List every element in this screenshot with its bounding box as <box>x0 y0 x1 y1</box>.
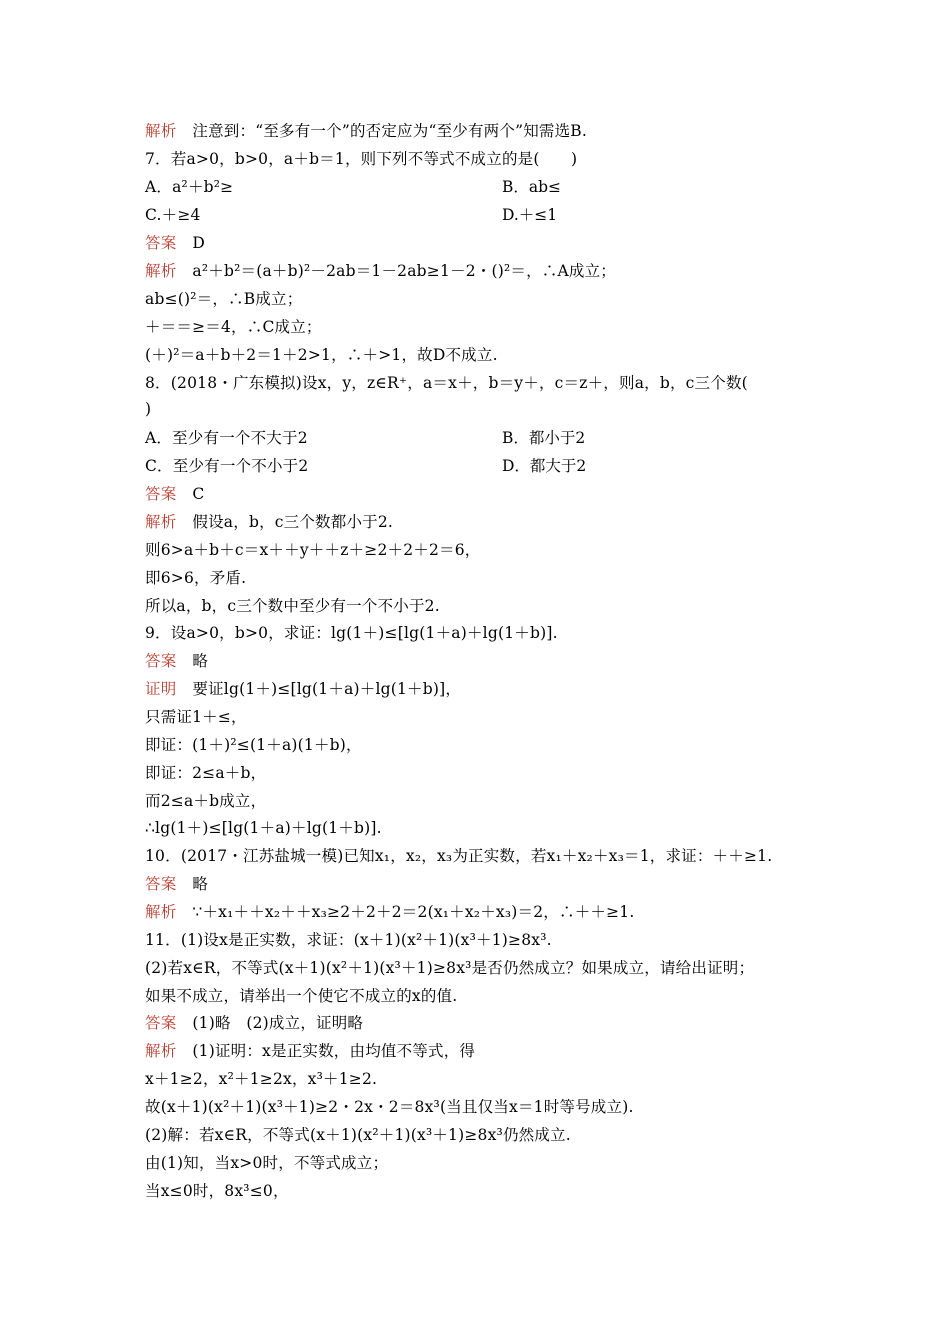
line-text: ) <box>145 400 152 418</box>
text-line <box>145 818 382 838</box>
line-text: 当x≤0时，8x³≤0， <box>145 1182 289 1200</box>
text-line <box>145 317 322 337</box>
line-text: 假设a，b，c三个数都小于2. <box>192 513 394 531</box>
text-line <box>145 540 481 560</box>
line-text: 如果不成立，请举出一个使它不成立的x的值. <box>145 987 458 1005</box>
answer-line <box>145 484 204 504</box>
text-line <box>145 1125 571 1145</box>
line-text: x＋1≥2，x²＋1≥2x，x³＋1≥2. <box>145 1070 378 1088</box>
line-text: (2)解：若x∈R，不等式(x＋1)(x²＋1)(x³＋1)≥8x³仍然成立. <box>145 1126 571 1144</box>
line-text: (1)证明：x是正实数，由均值不等式，得 <box>192 1042 476 1060</box>
line-text: 所以a，b，c三个数中至少有一个不小于2. <box>145 597 440 615</box>
analysis-line <box>145 512 393 532</box>
question-8 <box>145 373 748 393</box>
answer-line <box>145 1013 363 1033</box>
line-text: C．至少有一个不小于2 <box>145 457 309 475</box>
text-line <box>145 791 266 811</box>
line-text: 即证：(1＋)²≤(1＋a)(1＋b)， <box>145 736 362 754</box>
text-line <box>145 289 302 309</box>
label-tag: 答案 <box>145 234 177 252</box>
analysis-line <box>145 902 634 922</box>
option-a <box>145 428 308 448</box>
line-text: (2)若x∈R，不等式(x＋1)(x²＋1)(x³＋1)≥8x³是否仍然成立？如果成立，请给出证明； <box>145 959 755 977</box>
line-text: 9．设a>0，b>0，求证：lg(1＋)≤[lg(1＋a)＋lg(1＋b)]. <box>145 624 558 642</box>
option-d: D．都大于2 <box>502 457 587 475</box>
question-11 <box>145 930 552 950</box>
answer-line <box>145 651 208 671</box>
line-text: 即6>6，矛盾. <box>145 569 247 587</box>
line-text: 11．(1)设x是正实数，求证：(x＋1)(x²＋1)(x³＋1)≥8x³. <box>145 931 552 949</box>
line-text: 只需证1＋≤， <box>145 708 247 726</box>
proof-line <box>145 679 461 699</box>
line-text: 要证lg(1＋)≤[lg(1＋a)＋lg(1＋b)]， <box>192 680 462 698</box>
label-tag: 解析 <box>145 122 177 140</box>
text-line <box>145 1097 634 1117</box>
line-text: ∴lg(1＋)≤[lg(1＋a)＋lg(1＋b)]. <box>145 819 382 837</box>
text-line <box>145 707 247 727</box>
text-line <box>145 596 440 616</box>
line-text: 由(1)知，当x>0时，不等式成立； <box>145 1154 389 1172</box>
text-line <box>145 568 246 588</box>
option-a <box>145 177 233 197</box>
line-text: 10．(2017・江苏盐城一模)已知x₁，x₂，x₃为正实数，若x₁＋x₂＋x₃＝1，求证：＋＋≥1. <box>145 847 773 865</box>
answer-line <box>145 233 205 253</box>
line-text: 故(x＋1)(x²＋1)(x³＋1)≥2・2x・2＝8x³(当且仅当x＝1时等号成立). <box>145 1098 634 1116</box>
answer-line <box>145 874 208 894</box>
line-text: 略 <box>192 652 209 670</box>
line-text: (＋)²＝a＋b＋2＝1＋2>1，∴＋>1，故D不成立. <box>145 346 498 364</box>
option-c <box>145 205 201 225</box>
line-text: 略 <box>192 875 209 893</box>
line-text: A．至少有一个不大于2 <box>145 429 308 447</box>
text-line <box>145 345 498 365</box>
line-text: (1)略 (2)成立，证明略 <box>192 1014 364 1032</box>
line-text: 注意到：“至多有一个”的否定应为“至少有两个”知需选B. <box>192 122 588 140</box>
label-tag: 证明 <box>145 680 177 698</box>
analysis-line <box>145 1041 475 1061</box>
text-line <box>145 1069 377 1089</box>
question-9 <box>145 623 558 643</box>
option-b: B．ab≤ <box>502 178 562 196</box>
text-line <box>145 735 362 755</box>
line-text: C <box>192 485 205 503</box>
label-tag: 答案 <box>145 875 177 893</box>
option-c <box>145 456 308 476</box>
question-7 <box>145 149 577 169</box>
line-text: D <box>192 234 206 252</box>
question-10 <box>145 846 772 866</box>
label-tag: 解析 <box>145 903 177 921</box>
line-text: A．a²＋b²≥ <box>145 178 234 196</box>
text-line <box>145 1153 388 1173</box>
line-text: 而2≤a＋b成立， <box>145 792 267 810</box>
label-tag: 答案 <box>145 1014 177 1032</box>
analysis-line <box>145 261 616 281</box>
label-tag: 解析 <box>145 1042 177 1060</box>
option-d: D.＋≤1 <box>502 206 558 224</box>
text-line <box>145 958 754 978</box>
label-tag: 答案 <box>145 652 177 670</box>
text-line <box>145 986 457 1006</box>
text-line <box>145 763 266 783</box>
label-tag: 解析 <box>145 513 177 531</box>
text-line <box>145 399 151 419</box>
label-tag: 解析 <box>145 262 177 280</box>
line-text: 则6>a＋b＋c＝x＋＋y＋＋z＋≥2＋2＋2＝6， <box>145 541 481 559</box>
line-text: C.＋≥4 <box>145 206 201 224</box>
line-text: a²＋b²＝(a＋b)²－2ab＝1－2ab≥1－2・()²＝，∴A成立； <box>192 262 616 280</box>
line-text: 8．(2018・广东模拟)设x，y，z∈R⁺，a＝x＋，b＝y＋，c＝z＋，则a，b，c三个数( <box>145 374 748 392</box>
line-text: ∵＋x₁＋＋x₂＋＋x₃≥2＋2＋2＝2(x₁＋x₂＋x₃)＝2，∴＋＋≥1. <box>192 903 635 921</box>
line-text: 7．若a>0，b>0，a＋b＝1，则下列不等式不成立的是( ) <box>145 150 578 168</box>
text-line <box>145 121 587 141</box>
label-tag: 答案 <box>145 485 177 503</box>
line-text: ab≤()²＝，∴B成立； <box>145 290 303 308</box>
text-line <box>145 1181 289 1201</box>
line-text: ＋＝＝≥＝4，∴C成立； <box>145 318 322 336</box>
option-b: B．都小于2 <box>502 429 586 447</box>
line-text: 即证：2≤a＋b， <box>145 764 267 782</box>
